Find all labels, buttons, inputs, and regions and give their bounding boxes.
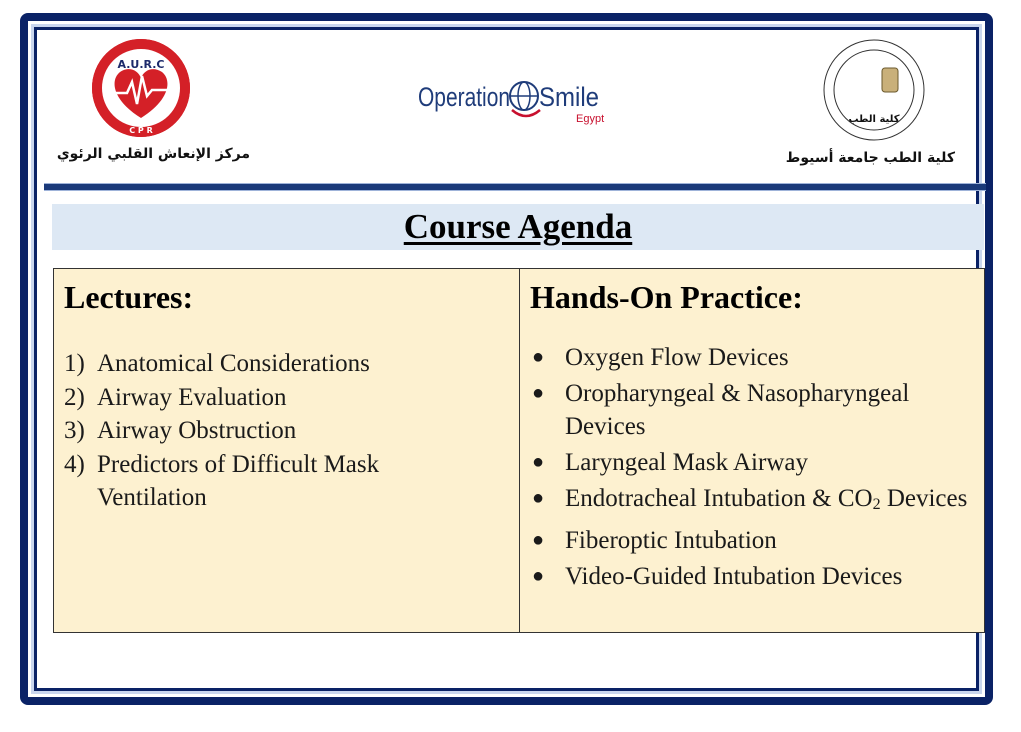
- svg-text:C P R: C P R: [129, 126, 153, 135]
- practice-column: [520, 269, 984, 632]
- bullet-icon: ●: [532, 565, 545, 587]
- practice-list: [530, 341, 984, 593]
- bullet-icon: ●: [532, 382, 545, 404]
- right-logo-caption: كلية الطب جامعة أسيوط: [785, 150, 955, 166]
- bullet-icon: ●: [532, 487, 545, 509]
- practice-heading: Hands-On Practice:: [530, 279, 803, 315]
- lecture-item: 4) Predictors of Difficult Mask Ventilation: [64, 450, 380, 511]
- bullet-icon: ●: [532, 451, 545, 473]
- svg-text:A.U.R.C: A.U.R.C: [117, 58, 165, 71]
- aurc-cpr-logo: [82, 38, 200, 138]
- svg-text:Smile: Smile: [539, 82, 599, 112]
- practice-item: ● Oropharyngeal & Nasopharyngeal Devices: [530, 377, 984, 443]
- bullet-icon: ●: [532, 529, 545, 551]
- agenda-table: [53, 268, 985, 633]
- lectures-column: [54, 269, 520, 632]
- header-divider: [44, 183, 986, 191]
- left-logo-caption: مركز الإنعاش القلبي الرئوي: [56, 146, 250, 162]
- practice-item: ● Video-Guided Intubation Devices: [530, 560, 984, 593]
- title-band: [52, 204, 984, 250]
- practice-item: ● Fiberoptic Intubation: [530, 524, 984, 557]
- practice-item: ● Oxygen Flow Devices: [530, 341, 984, 374]
- operation-text: Operation: [418, 82, 510, 112]
- practice-item: ● Laryngeal Mask Airway: [530, 446, 984, 479]
- bullet-icon: ●: [532, 346, 545, 368]
- lectures-list: [64, 347, 519, 515]
- page-title: Course Agenda: [403, 207, 633, 246]
- lecture-item: 1) Anatomical Considerations: [64, 350, 370, 377]
- lectures-heading: Lectures:: [64, 279, 194, 315]
- lecture-item: 3) Airway Obstruction: [64, 417, 297, 444]
- faculty-of-medicine-logo: [812, 38, 936, 144]
- svg-text:Egypt: Egypt: [576, 113, 605, 125]
- practice-item: ● Endotracheal Intubation & $CO_2$ Devices: [530, 482, 984, 521]
- operation-smile-logo: [416, 70, 606, 135]
- svg-text:كلية الطب: كلية الطب: [848, 114, 900, 125]
- lecture-item: 2) Airway Evaluation: [64, 383, 287, 411]
